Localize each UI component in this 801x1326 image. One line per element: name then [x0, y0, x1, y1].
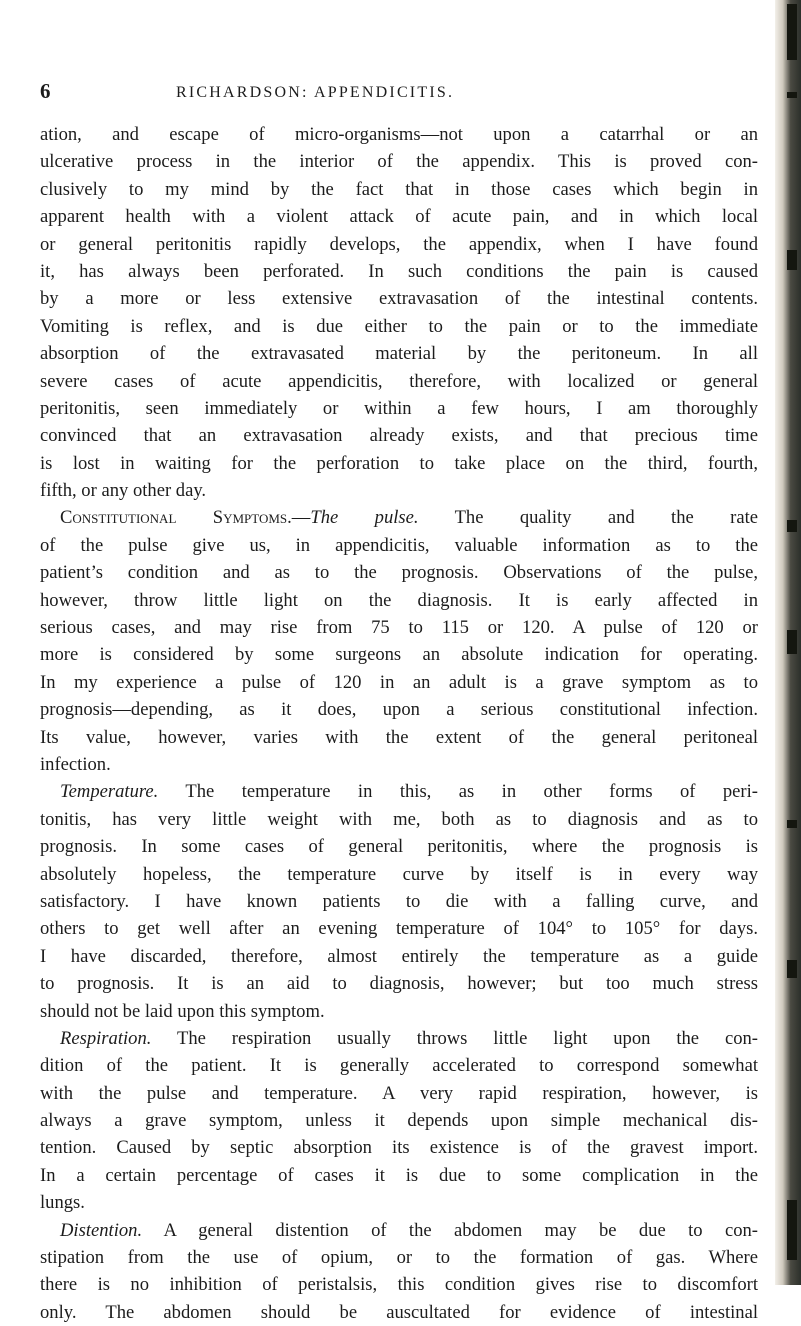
text-line: stipation from the use of opium, or to the formation of gas. Where	[40, 1247, 758, 1269]
text-line: tonitis, has very little weight with me, both as to diagnosis and as to	[40, 808, 758, 830]
text-line: serious cases, and may rise from 75 to 115 or 120. A pulse of 120 or	[40, 617, 758, 639]
edge-mark	[787, 820, 797, 828]
text-line: is lost in waiting for the perforation to take place on the third, fourth,	[40, 452, 758, 474]
text-line: severe cases of acute appendicitis, therefore, with localized or general	[40, 370, 758, 392]
page-number: 6	[40, 79, 51, 103]
text-line: dition of the patient. It is generally accelerated to correspond somewhat	[40, 1055, 758, 1077]
subsection-heading: Respiration.	[60, 1027, 152, 1049]
edge-mark	[787, 250, 797, 270]
edge-mark	[787, 630, 797, 654]
text-line: others to get well after an evening temperature of 104° to 105° for days.	[40, 918, 758, 940]
text-line: always a grave symptom, unless it depends upon simple mechanical dis-	[40, 1110, 758, 1132]
text-line: satisfactory. I have known patients to die with a falling curve, and	[40, 890, 758, 912]
text-line: I have discarded, therefore, almost entirely the temperature as a guide	[40, 945, 758, 967]
text-line: with the pulse and temperature. A very rapid respiration, however, is	[40, 1082, 758, 1104]
text-line: convinced that an extravasation already exists, and that precious time	[40, 425, 758, 447]
text-line: tention. Caused by septic absorption its existence is of the gravest import.	[40, 1137, 758, 1159]
text-line: clusively to my mind by the fact that in those cases which begin in	[40, 178, 758, 200]
edge-mark	[787, 520, 797, 532]
text-line: it, has always been perforated. In such conditions the pain is caused	[40, 260, 758, 282]
edge-mark	[787, 92, 797, 98]
running-head: RICHARDSON: APPENDICITIS.	[176, 84, 455, 101]
subsection-heading: Temperature.	[60, 781, 159, 803]
text-line: Vomiting is reflex, and is due either to the pain or to the immediate	[40, 315, 758, 337]
text-line: Its value, however, varies with the extent of the general peritoneal	[40, 726, 758, 748]
section-heading-line	[40, 504, 758, 531]
edge-mark	[787, 1200, 797, 1260]
subsection-heading: Distention.	[60, 1219, 143, 1241]
line-text: The respiration usually throws little light upon the con-	[151, 1027, 758, 1049]
text-line: there is no inhibition of peristalsis, this condition gives rise to discomfort	[40, 1274, 758, 1296]
text-line: or general peritonitis rapidly develops, the appendix, when I have found	[40, 233, 758, 255]
text-line: however, throw little light on the diagnosis. It is early affected in	[40, 589, 758, 611]
text-line: prognosis—depending, as it does, upon a serious constitutional infection.	[40, 699, 758, 721]
subsection-line	[40, 1025, 758, 1052]
edge-mark	[787, 4, 797, 60]
line-text: A general distention of the abdomen may be due to con-	[142, 1219, 758, 1241]
section-heading: Constitutional Symptoms.	[60, 507, 292, 529]
em-dash: —	[291, 507, 311, 529]
text-line: more is considered by some surgeons an absolute indication for operating.	[40, 644, 758, 666]
line-text: The temperature in this, as in other forms of peri-	[158, 781, 758, 803]
text-line: by a more or less extensive extravasation of the intestinal contents.	[40, 288, 758, 310]
line-text: The quality and the rate	[418, 507, 758, 529]
text-line: only. The abdomen should be auscultated for evidence of intestinal	[40, 1301, 758, 1323]
subsection-line	[40, 778, 758, 805]
text-line: fifth, or any other day.	[40, 480, 207, 502]
text-line: lungs.	[40, 1192, 85, 1214]
text-line: ulcerative process in the interior of the appendix. This is proved con-	[40, 151, 758, 173]
text-line: In my experience a pulse of 120 in an adult is a grave symptom as to	[40, 671, 758, 693]
text-line: of the pulse give us, in appendicitis, valuable information as to the	[40, 534, 758, 556]
text-line: absolutely hopeless, the temperature curve by itself is in every way	[40, 863, 758, 885]
text-line: infection.	[40, 753, 111, 775]
text-line: In a certain percentage of cases it is due to some complication in the	[40, 1164, 758, 1186]
page-edge-shadow	[775, 0, 801, 1285]
text-line: should not be laid upon this symptom.	[40, 1000, 325, 1022]
text-line: apparent health with a violent attack of acute pain, and in which local	[40, 206, 758, 228]
text-line: patient’s condition and as to the prognosis. Observations of the pulse,	[40, 562, 758, 584]
body-text	[40, 121, 758, 1326]
edge-mark	[787, 960, 797, 978]
subsection-heading: The pulse.	[310, 507, 419, 529]
subsection-line	[40, 1217, 758, 1244]
text-line: absorption of the extravasated material by the peritoneum. In all	[40, 343, 758, 365]
text-line: to prognosis. It is an aid to diagnosis, however; but too much stress	[40, 973, 758, 995]
text-line: prognosis. In some cases of general peritonitis, where the prognosis is	[40, 836, 758, 858]
text-line: peritonitis, seen immediately or within a few hours, I am thoroughly	[40, 397, 758, 419]
text-line: ation, and escape of micro-organisms—not upon a catarrhal or an	[40, 124, 758, 145]
